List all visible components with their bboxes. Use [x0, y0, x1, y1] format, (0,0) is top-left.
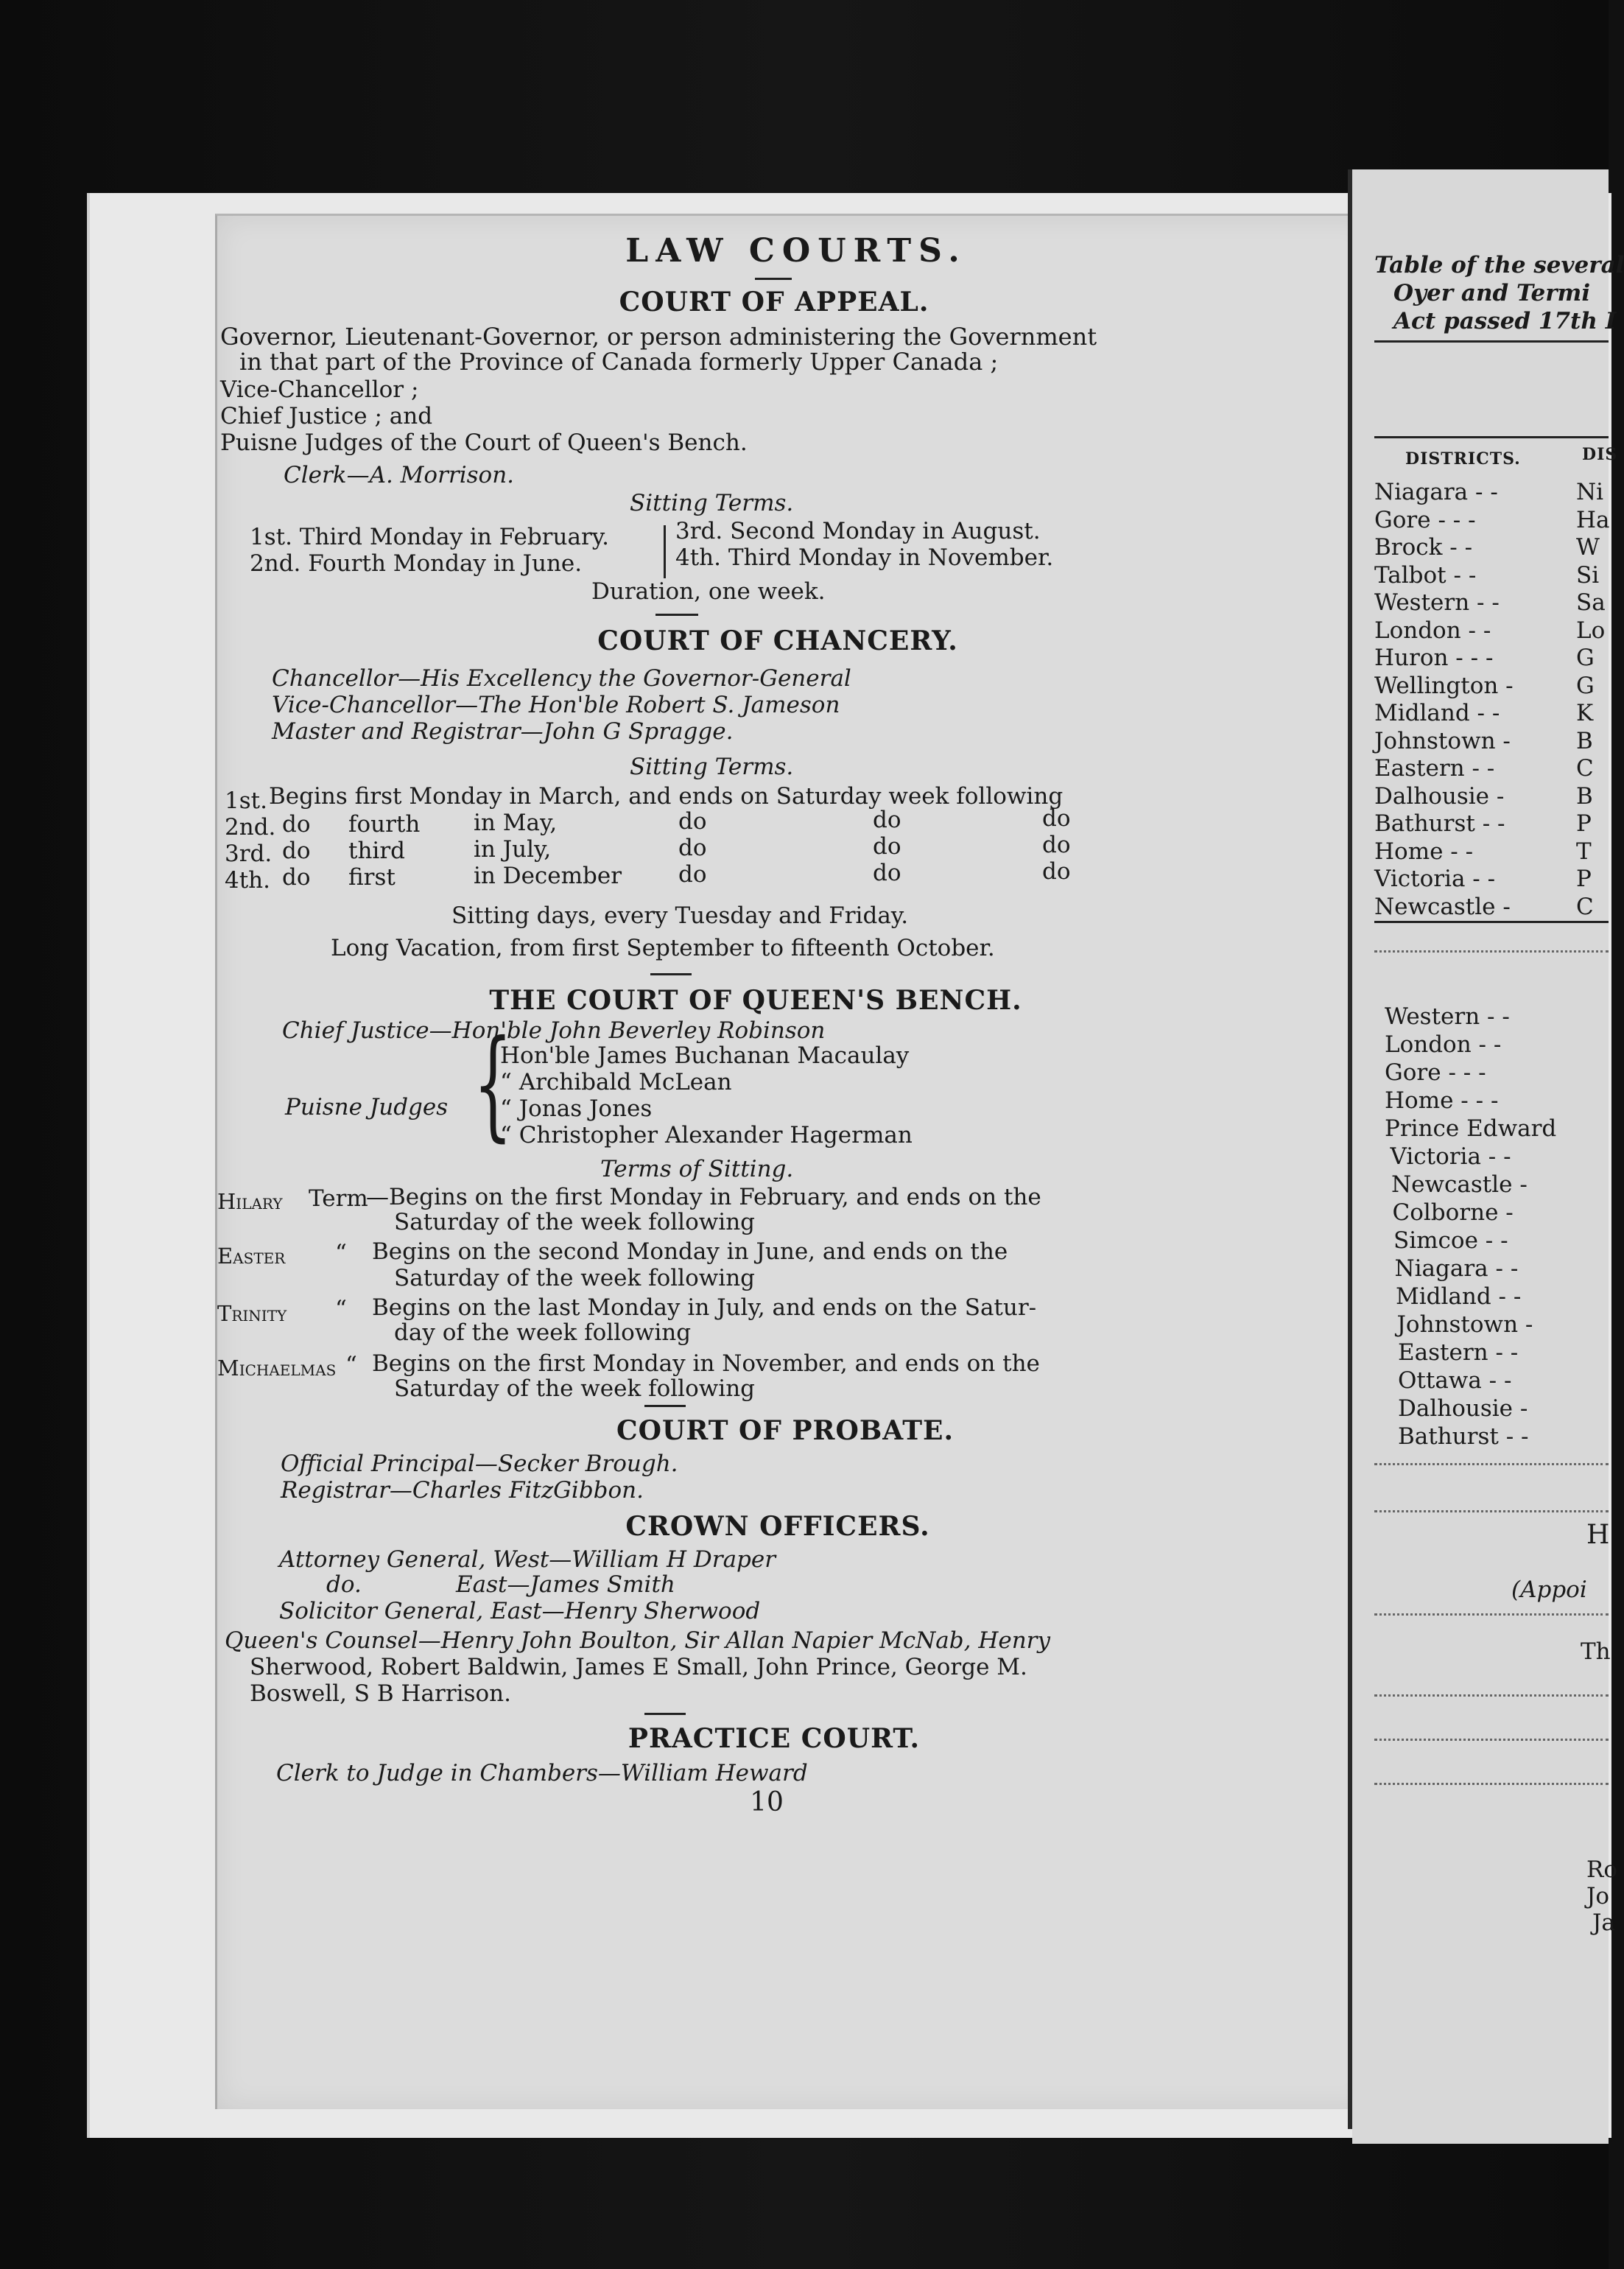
- term-suffix: “: [335, 1296, 347, 1322]
- district-name: Midland - -: [1374, 700, 1500, 726]
- right-fragment-tail-2: Jo: [1586, 1883, 1610, 1909]
- terms-divider: [664, 525, 666, 578]
- district-name: London - -: [1374, 617, 1491, 644]
- district-name: Colborne -: [1392, 1199, 1514, 1226]
- practice-court-heading: PRACTICE COURT.: [628, 1723, 921, 1754]
- term-name: Easter: [217, 1244, 286, 1269]
- appeal-sitting-terms-label: Sitting Terms.: [630, 490, 794, 516]
- district-name: Huron - - -: [1374, 645, 1494, 671]
- term-line-1: Begins on the second Monday in June, and ends on the: [372, 1238, 1008, 1265]
- district-name: Simcoe - -: [1393, 1227, 1508, 1254]
- term-line-1: Begins on the first Monday in November, and ends on the: [372, 1350, 1040, 1377]
- term-month: in May,: [474, 810, 558, 836]
- queens-counsel-line-2: Sherwood, Robert Baldwin, James E Small, John Prince, George M.: [250, 1654, 1027, 1680]
- district-name: Dalhousie -: [1374, 782, 1505, 810]
- puisne-judge-2: “ Archibald McLean: [500, 1069, 732, 1095]
- right-dotted-rule-7: [1374, 1783, 1609, 1789]
- district-seat-fragment: Si: [1576, 561, 1600, 589]
- district-seat-fragment: C: [1576, 755, 1594, 782]
- term-ordinal: third: [348, 838, 406, 864]
- district-name: Bathurst - -: [1398, 1423, 1529, 1450]
- districts-column-header-2: DIS: [1582, 445, 1618, 464]
- term-name: Trinity: [217, 1301, 287, 1326]
- district-name: London - -: [1385, 1031, 1502, 1058]
- district-seat-fragment: Sa: [1576, 589, 1606, 616]
- probate-official-principal: Official Principal—Secker Brough.: [281, 1451, 678, 1477]
- solicitor-general-east: Solicitor General, East—Henry Sherwood: [279, 1598, 761, 1624]
- chancery-term-1: Begins first Monday in March, and ends on Saturday week following: [269, 783, 1064, 810]
- attorney-general-east: East—James Smith: [456, 1571, 675, 1598]
- queens-bench-chief-justice: Chief Justice—Hon'ble John Beverley Robinson: [282, 1017, 826, 1044]
- attorney-general-west: Attorney General, West—William H Draper: [279, 1546, 776, 1573]
- district-name: Johnstown -: [1396, 1311, 1533, 1338]
- district-seat-fragment: Ni: [1576, 479, 1604, 505]
- term-line-1: Begins on the last Monday in July, and ends on the Satur-: [372, 1294, 1037, 1321]
- right-header-line-3: Act passed 17th I: [1393, 308, 1617, 334]
- puisne-judge-3: “ Jonas Jones: [500, 1095, 653, 1122]
- term-line-2: day of the week following: [394, 1319, 692, 1346]
- right-dotted-rule: [1374, 950, 1609, 957]
- appeal-rule: [655, 614, 698, 616]
- term-line-2: Saturday of the week following: [394, 1209, 756, 1235]
- probate-registrar: Registrar—Charles FitzGibbon.: [281, 1477, 644, 1504]
- appeal-clerk: Clerk—A. Morrison.: [284, 462, 515, 488]
- term-do: do: [1042, 805, 1071, 832]
- term-do: do: [873, 860, 901, 886]
- district-name: Eastern - -: [1398, 1339, 1519, 1366]
- district-name: Western - -: [1385, 1003, 1510, 1030]
- chancery-vice-chancellor: Vice-Chancellor—The Hon'ble Robert S. Jameson: [272, 692, 840, 718]
- page-number: 10: [750, 1787, 784, 1817]
- district-seat-fragment: P: [1576, 866, 1592, 892]
- right-fragment-appoi: (Appoi: [1511, 1577, 1587, 1603]
- district-name: Niagara - -: [1374, 479, 1498, 505]
- district-seat-fragment: T: [1576, 838, 1592, 865]
- district-name: Prince Edward: [1385, 1115, 1557, 1142]
- district-name: Victoria - -: [1374, 866, 1496, 892]
- term-suffix: “: [345, 1352, 357, 1378]
- district-name: Midland - -: [1396, 1283, 1522, 1310]
- district-seat-fragment: Lo: [1576, 617, 1606, 644]
- right-dotted-rule-6: [1374, 1739, 1609, 1745]
- term-do: do: [282, 864, 311, 891]
- right-page: [1352, 169, 1624, 2144]
- right-header-line-2: Oyer and Termi: [1393, 280, 1591, 306]
- term-do: do: [282, 811, 311, 838]
- puisne-judges-label: Puisne Judges: [285, 1094, 449, 1121]
- term-suffix: Term: [309, 1185, 368, 1212]
- appeal-term-1: 1st. Third Monday in February.: [250, 524, 610, 550]
- district-name: Gore - - -: [1385, 1059, 1486, 1086]
- queens-counsel-line-3: Boswell, S B Harrison.: [250, 1680, 511, 1707]
- term-suffix: “: [335, 1240, 347, 1266]
- term-month: in July,: [474, 836, 552, 863]
- left-page: [215, 214, 1375, 2109]
- chancery-term-1-num: 1st.: [225, 788, 267, 814]
- court-of-appeal-heading: COURT OF APPEAL.: [619, 287, 929, 318]
- appeal-line-5: Puisne Judges of the Court of Queen's Bench.: [220, 429, 748, 456]
- right-dotted-rule-3: [1374, 1510, 1609, 1517]
- queens-counsel-line-1: Queen's Counsel—Henry John Boulton, Sir Allan Napier McNab, Henry: [225, 1627, 1050, 1654]
- chancery-chancellor: Chancellor—His Excellency the Governor-General: [272, 665, 851, 692]
- puisne-judge-1: Hon'ble James Buchanan Macaulay: [500, 1042, 910, 1069]
- term-month: in December: [474, 863, 622, 889]
- practice-court-clerk: Clerk to Judge in Chambers—William Heward: [276, 1760, 808, 1786]
- queens-bench-rule: [644, 1405, 686, 1407]
- district-name: Talbot - -: [1374, 561, 1477, 589]
- crown-officers-rule: [644, 1713, 686, 1715]
- appeal-term-2: 2nd. Fourth Monday in June.: [250, 550, 583, 577]
- queens-bench-heading: THE COURT OF QUEEN'S BENCH.: [489, 985, 1022, 1016]
- appeal-line-2: in that part of the Province of Canada formerly Upper Canada ;: [239, 348, 999, 376]
- right-mid-rule: [1374, 921, 1609, 923]
- chancery-sitting-days: Sitting days, every Tuesday and Friday.: [451, 902, 909, 929]
- district-name: Niagara - -: [1394, 1255, 1519, 1282]
- district-seat-fragment: W: [1576, 534, 1600, 561]
- term-do: do: [1042, 858, 1071, 885]
- district-seat-fragment: G: [1576, 645, 1595, 671]
- district-seat-fragment: K: [1576, 700, 1594, 726]
- brace-glyph: {: [473, 1015, 513, 1154]
- court-of-probate-heading: COURT OF PROBATE.: [616, 1415, 954, 1446]
- term-line-1: —Begins on the first Monday in February, and ends on the: [366, 1184, 1041, 1210]
- appeal-line-3: Vice-Chancellor ;: [220, 376, 419, 403]
- district-name: Newcastle -: [1374, 893, 1511, 920]
- district-seat-fragment: P: [1576, 810, 1592, 837]
- right-fragment-th: Th: [1581, 1638, 1611, 1665]
- term-do: do: [678, 808, 707, 835]
- district-name: Brock - -: [1374, 534, 1473, 561]
- right-fragment-h: H: [1586, 1520, 1610, 1550]
- term-ordinal: fourth: [348, 811, 421, 838]
- right-fragment-tail-3: Ja: [1592, 1909, 1615, 1936]
- district-seat-fragment: B: [1576, 782, 1593, 810]
- right-dotted-rule-2: [1374, 1463, 1609, 1470]
- attorney-general-do: do.: [326, 1571, 362, 1598]
- term-num: 3rd.: [225, 841, 273, 867]
- district-name: Wellington -: [1374, 672, 1514, 699]
- term-do: do: [873, 833, 901, 860]
- district-name: Home - - -: [1385, 1087, 1499, 1114]
- district-name: Home - -: [1374, 838, 1474, 865]
- term-do: do: [282, 838, 311, 864]
- right-table-top-rule: [1374, 436, 1609, 438]
- term-num: 2nd.: [225, 814, 276, 841]
- district-seat-fragment: Ha: [1576, 506, 1610, 533]
- right-header-rule: [1374, 340, 1609, 343]
- term-line-2: Saturday of the week following: [394, 1375, 756, 1402]
- term-name: Michaelmas: [217, 1356, 337, 1381]
- puisne-judge-4: “ Christopher Alexander Hagerman: [500, 1122, 913, 1148]
- right-header-line-1: Table of the several: [1374, 252, 1624, 278]
- court-of-chancery-heading: COURT OF CHANCERY.: [597, 625, 958, 656]
- district-name: Bathurst - -: [1374, 810, 1505, 837]
- term-name: Hilary: [217, 1189, 283, 1214]
- term-do: do: [678, 861, 707, 888]
- right-dotted-rule-4: [1374, 1613, 1609, 1620]
- appeal-term-4: 4th. Third Monday in November.: [675, 544, 1054, 571]
- term-do: do: [873, 807, 901, 833]
- district-seat-fragment: G: [1576, 672, 1595, 699]
- chancery-long-vacation: Long Vacation, from first September to fifteenth October.: [331, 935, 995, 961]
- right-dotted-rule-5: [1374, 1694, 1609, 1701]
- appeal-term-3: 3rd. Second Monday in August.: [675, 518, 1041, 544]
- term-line-2: Saturday of the week following: [394, 1265, 756, 1291]
- appeal-line-1: Governor, Lieutenant-Governor, or person administering the Government: [220, 323, 1097, 351]
- district-seat-fragment: C: [1576, 893, 1594, 920]
- chancery-sitting-terms-label: Sitting Terms.: [630, 754, 794, 780]
- term-do: do: [678, 835, 707, 861]
- district-name: Eastern - -: [1374, 755, 1495, 782]
- right-fragment-tail-1: Ro: [1586, 1856, 1618, 1883]
- term-ordinal: first: [348, 864, 396, 891]
- appeal-line-4: Chief Justice ; and: [220, 403, 433, 429]
- district-name: Victoria - -: [1390, 1143, 1511, 1170]
- terms-of-sitting-label: Terms of Sitting.: [600, 1156, 794, 1182]
- district-name: Gore - - -: [1374, 506, 1476, 533]
- district-name: Dalhousie -: [1398, 1395, 1528, 1422]
- page-title: LAW COURTS.: [625, 232, 967, 270]
- appeal-duration: Duration, one week.: [591, 578, 826, 605]
- chancery-rule: [650, 973, 692, 975]
- district-name: Western - -: [1374, 589, 1500, 616]
- district-name: Ottawa - -: [1398, 1367, 1512, 1394]
- districts-column-header: DISTRICTS.: [1405, 449, 1521, 469]
- chancery-master: Master and Registrar—John G Spragge.: [272, 718, 734, 745]
- district-name: Newcastle -: [1391, 1171, 1528, 1198]
- district-name: Johnstown -: [1374, 727, 1511, 754]
- crown-officers-heading: CROWN OFFICERS.: [625, 1511, 930, 1542]
- term-num: 4th.: [225, 867, 270, 894]
- district-seat-fragment: B: [1576, 727, 1593, 754]
- title-rule: [755, 278, 792, 280]
- term-do: do: [1042, 832, 1071, 858]
